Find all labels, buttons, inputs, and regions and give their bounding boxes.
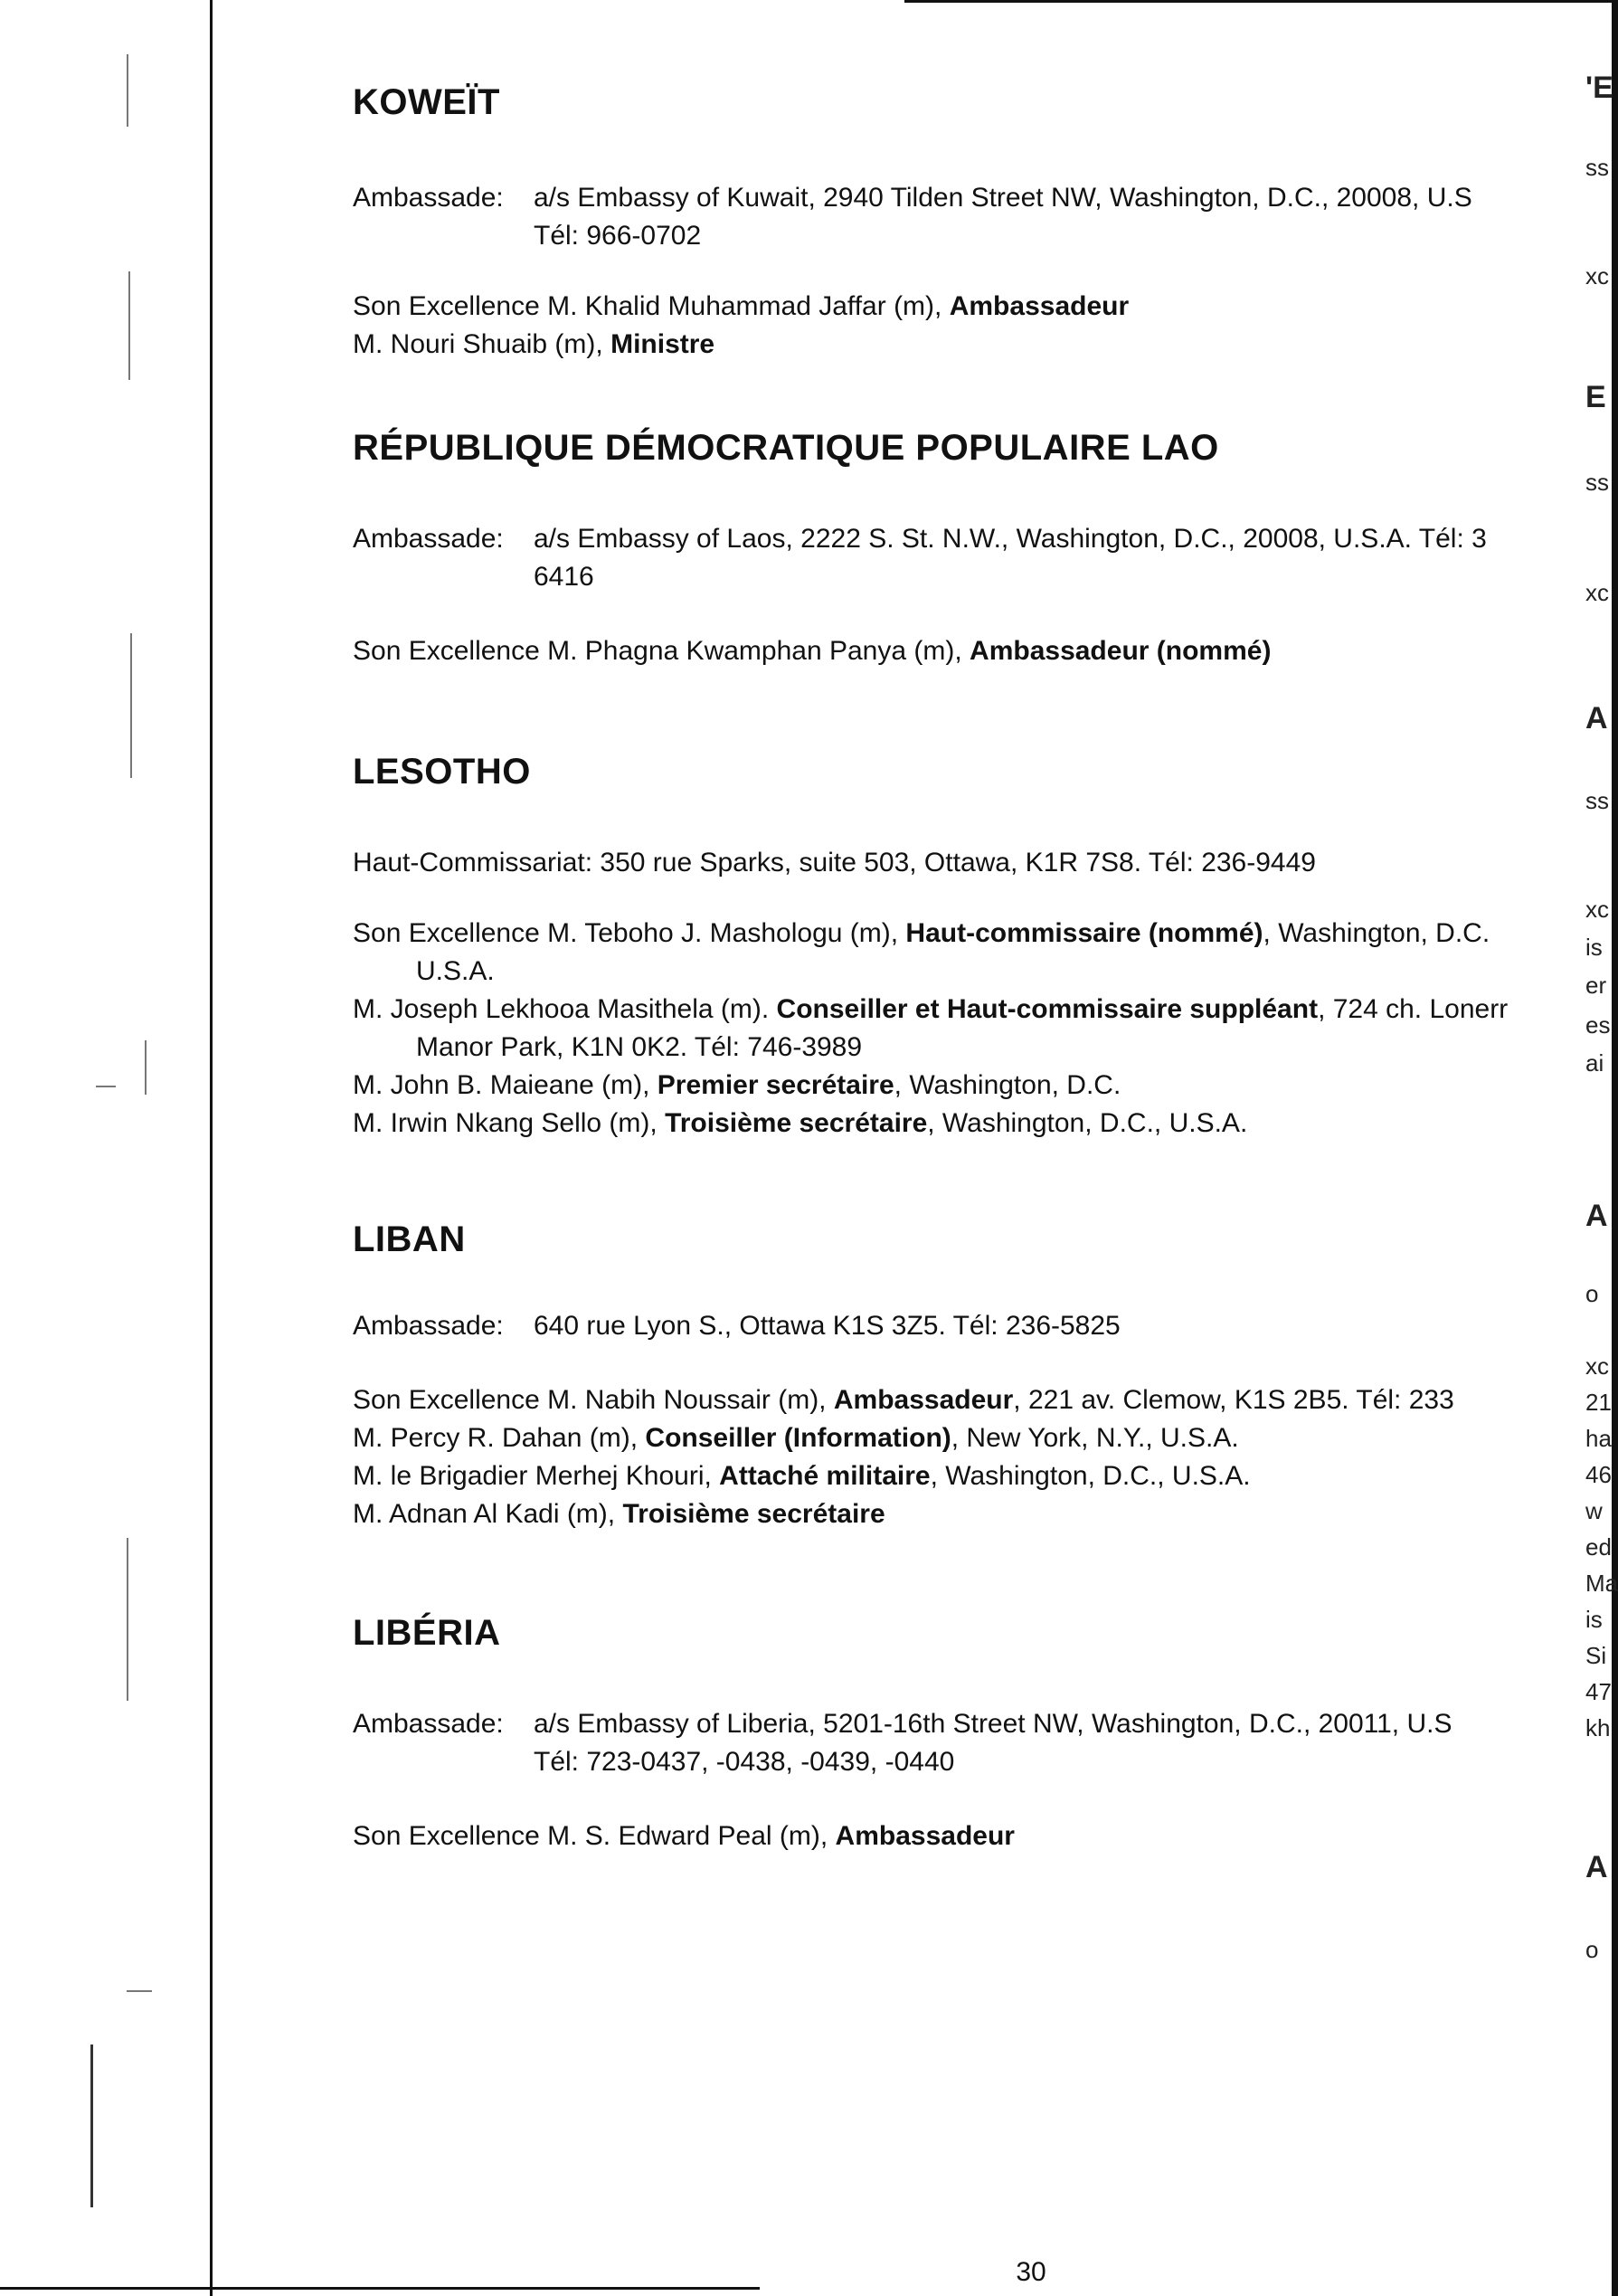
address-line: a/s Embassy of Laos, 2222 S. St. N.W., Washington, D.C., 20008, U.S.A. Tél: 3 bbox=[534, 524, 1487, 554]
section-liban bbox=[353, 1217, 1583, 1533]
section-heading: LIBAN bbox=[353, 1219, 466, 1259]
personnel-entry: Son Excellence M. Phagna Kwamphan Panya (m), Ambassadeur (nommé) bbox=[353, 636, 1272, 666]
edge-fragment: w bbox=[1585, 1497, 1603, 1524]
personnel-entry: M. le Brigadier Merhej Khouri, Attaché militaire, Washington, D.C., U.S.A. bbox=[353, 1461, 1251, 1491]
personnel-entry: M. Joseph Lekhooa Masithela (m). Conseiller et Haut-commissaire suppléant, 724 ch. Lonerr bbox=[353, 994, 1509, 1024]
address-line: Tél: 723-0437, -0438, -0439, -0440 bbox=[534, 1747, 955, 1777]
section-heading: LESOTHO bbox=[353, 752, 531, 792]
edge-fragment: 'E bbox=[1585, 71, 1613, 105]
personnel-entry: M. John B. Maieane (m), Premier secrétaire, Washington, D.C. bbox=[353, 1070, 1121, 1100]
page-left-rule bbox=[210, 0, 213, 2296]
personnel-entry: M. Adnan Al Kadi (m), Troisième secrétaire bbox=[353, 1499, 885, 1529]
section-lao bbox=[353, 425, 1583, 670]
edge-fragment: ss bbox=[1585, 154, 1609, 181]
section-heading: LIBÉRIA bbox=[353, 1613, 501, 1653]
personnel-entry: Son Excellence M. Nabih Noussair (m), Ambassadeur, 221 av. Clemow, K1S 2B5. Tél: 233 bbox=[353, 1385, 1454, 1415]
address-label: Ambassade: bbox=[353, 524, 504, 554]
personnel-entry: Son Excellence M. S. Edward Peal (m), Ambassadeur bbox=[353, 1821, 1015, 1851]
address-block bbox=[353, 1705, 1583, 1781]
address-label: Ambassade: bbox=[353, 183, 504, 213]
personnel-entry: M. Irwin Nkang Sello (m), Troisième secrétaire, Washington, D.C., U.S.A. bbox=[353, 1108, 1248, 1138]
edge-fragment: ss bbox=[1585, 469, 1609, 496]
edge-fragment: o bbox=[1585, 1936, 1599, 1963]
edge-fragment: is bbox=[1585, 934, 1603, 961]
section-heading: KOWEÏT bbox=[353, 82, 500, 122]
address-line: a/s Embassy of Kuwait, 2940 Tilden Street NW, Washington, D.C., 20008, U.S bbox=[534, 183, 1472, 213]
personnel-entry: M. Nouri Shuaib (m), Ministre bbox=[353, 329, 715, 359]
edge-fragment: er bbox=[1585, 972, 1607, 999]
personnel-entry-cont: U.S.A. bbox=[416, 956, 495, 986]
personnel-entry: M. Percy R. Dahan (m), Conseiller (Information), New York, N.Y., U.S.A. bbox=[353, 1423, 1239, 1453]
edge-fragment: 21 bbox=[1585, 1389, 1612, 1416]
scan-margin-marks bbox=[90, 0, 199, 2296]
edge-fragment: xc bbox=[1585, 1352, 1609, 1380]
edge-fragment: A bbox=[1585, 1199, 1608, 1233]
edge-fragment: 46 bbox=[1585, 1461, 1612, 1488]
edge-fragment: ss bbox=[1585, 787, 1609, 814]
section-heading: RÉPUBLIQUE DÉMOCRATIQUE POPULAIRE LAO bbox=[353, 428, 1219, 468]
page-number: 30 bbox=[1016, 2257, 1046, 2287]
edge-fragment: E bbox=[1585, 380, 1606, 414]
edge-fragment: kh bbox=[1585, 1714, 1611, 1741]
section-koweit bbox=[353, 80, 1583, 364]
address-line: 640 rue Lyon S., Ottawa K1S 3Z5. Tél: 236-5825 bbox=[534, 1311, 1121, 1341]
office-address: Haut-Commissariat: 350 rue Sparks, suite 503, Ottawa, K1R 7S8. Tél: 236-9449 bbox=[353, 848, 1316, 878]
address-block bbox=[353, 1307, 1583, 1345]
edge-fragment: A bbox=[1585, 701, 1608, 735]
address-line: a/s Embassy of Liberia, 5201-16th Street NW, Washington, D.C., 20011, U.S bbox=[534, 1709, 1452, 1739]
edge-fragment: Si bbox=[1585, 1642, 1607, 1669]
edge-fragment: ed bbox=[1585, 1533, 1612, 1561]
page-top-rule bbox=[904, 0, 1618, 3]
edge-fragment: is bbox=[1585, 1606, 1603, 1633]
section-lesotho bbox=[353, 749, 1583, 1143]
section-liberia bbox=[353, 1610, 1583, 1855]
edge-fragment: o bbox=[1585, 1280, 1599, 1307]
address-block bbox=[353, 520, 1583, 596]
personnel-entry-cont: Manor Park, K1N 0K2. Tél: 746-3989 bbox=[416, 1032, 863, 1062]
edge-fragment: ai bbox=[1585, 1049, 1604, 1077]
address-label: Ambassade: bbox=[353, 1311, 504, 1341]
edge-fragment: xc bbox=[1585, 262, 1609, 289]
adjacent-page-fragments bbox=[1585, 0, 1618, 2296]
page-right-edge bbox=[1612, 0, 1618, 2296]
edge-fragment: es bbox=[1585, 1011, 1611, 1039]
address-line: Tél: 966-0702 bbox=[534, 221, 702, 251]
address-block bbox=[353, 179, 1583, 255]
edge-fragment: Ma bbox=[1585, 1570, 1618, 1597]
personnel-entry: Son Excellence M. Teboho J. Mashologu (m), Haut-commissaire (nommé), Washington, D.C. bbox=[353, 918, 1490, 948]
address-line: 6416 bbox=[534, 562, 594, 592]
edge-fragment: 47 bbox=[1585, 1678, 1612, 1705]
address-label: Ambassade: bbox=[353, 1709, 504, 1739]
edge-fragment: ha bbox=[1585, 1425, 1612, 1452]
edge-fragment: xc bbox=[1585, 579, 1609, 606]
edge-fragment: A bbox=[1585, 1850, 1608, 1884]
personnel-entry: Son Excellence M. Khalid Muhammad Jaffar (m), Ambassadeur bbox=[353, 291, 1130, 321]
edge-fragment: xc bbox=[1585, 896, 1609, 923]
